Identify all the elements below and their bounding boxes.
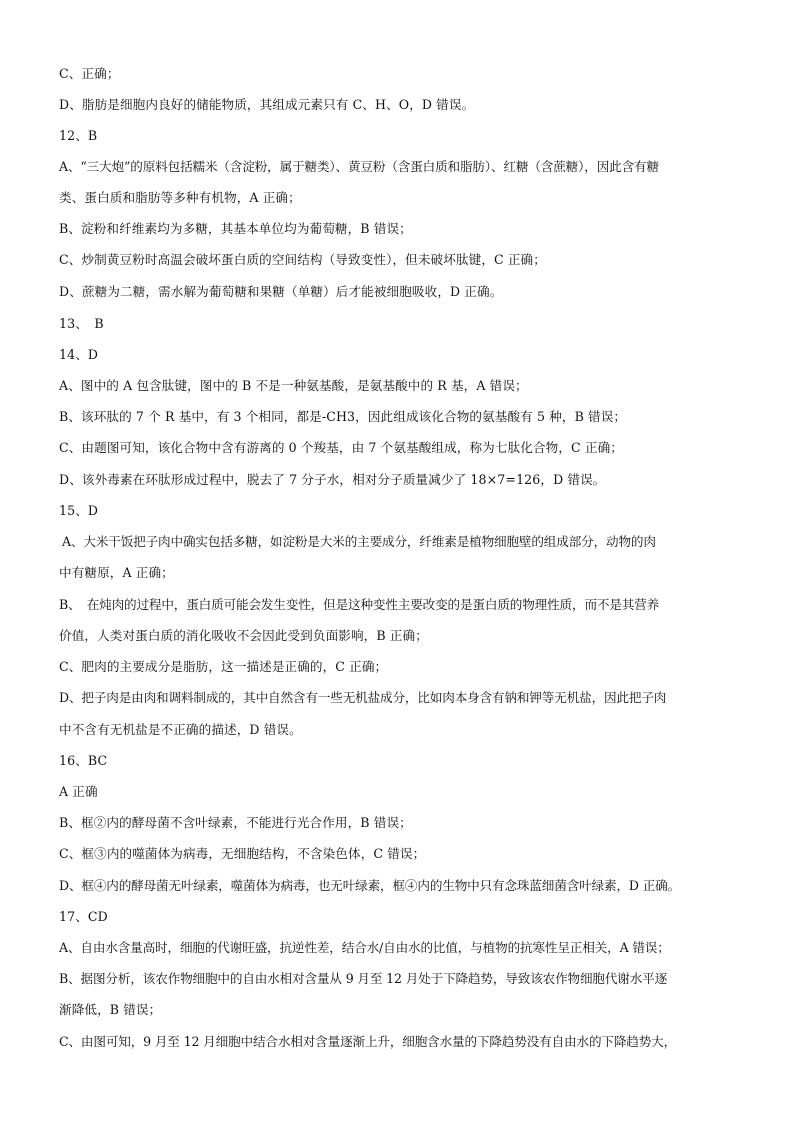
- text-line: A、“三大炮”的原料包括糯米（含淀粉，属于糖类）、黄豆粉（含蛋白质和脂肪）、红糖（含蔗糖），因此含有糖: [59, 159, 659, 174]
- text-line: B、 在炖肉的过程中，蛋白质可能会发生变性，但是这种变性主要改变的是蛋白质的物理性质，而不是其营养: [59, 597, 660, 612]
- text-line: A、图中的 A 包含肽键，图中的 B 不是一种氨基酸，是氨基酸中的 R 基，A 错误；: [59, 378, 528, 393]
- text-line: B、该环肽的 7 个 R 基中，有 3 个相同，都是-CH3，因此组成该化合物的氨基酸有 5 种，B 错误；: [59, 409, 627, 424]
- text-line: 17、CD: [59, 909, 108, 924]
- text-line: 13、 B: [59, 316, 104, 331]
- text-line: 14、D: [59, 347, 99, 362]
- text-line: 16、BC: [59, 753, 108, 768]
- text-line: D、该外毒素在环肽形成过程中，脱去了 7 分子水，相对分子质量减少了 18×7=126，D 错误。: [59, 472, 606, 487]
- text-line: B、淀粉和纤维素均为多糖，其基本单位均为葡萄糖，B 错误；: [59, 221, 412, 236]
- text-line: 12、B: [59, 128, 98, 143]
- text-line: D、框④内的酵母菌无叶绿素，噬菌体为病毒，也无叶绿素，框④内的生物中只有念珠蓝细菌含叶绿素，D 正确。: [59, 878, 681, 893]
- text-line: C、正确；: [59, 66, 120, 81]
- text-line: 中不含有无机盐是不正确的描述，D 错误。: [59, 722, 302, 737]
- text-line: B、据图分析，该农作物细胞中的自由水相对含量从 9 月至 12 月处于下降趋势，导致该农作物细胞代谢水平逐: [59, 971, 668, 986]
- text-line: A 正确: [59, 784, 98, 799]
- text-line: C、由题图可知，该化合物中含有游离的 0 个羧基，由 7 个氨基酸组成，称为七肽化合物，C 正确；: [59, 440, 623, 455]
- text-line: A、大米干饭把子肉中确实包括多糖，如淀粉是大米的主要成分，纤维素是植物细胞壁的组成部分，动物的肉: [62, 534, 656, 549]
- text-line: 中有糖原，A 正确；: [59, 565, 174, 580]
- text-line: 价值，人类对蛋白质的消化吸收不会因此受到负面影响，B 正确；: [59, 628, 428, 643]
- text-line: 15、D: [59, 503, 99, 518]
- text-line: D、把子肉是由肉和调料制成的，其中自然含有一些无机盐成分，比如肉本身含有钠和钾等无机盐，因此把子肉: [59, 690, 667, 705]
- text-line: C、炒制黄豆粉时高温会破坏蛋白质的空间结构（导致变性），但未破坏肽键，C 正确；: [59, 252, 546, 267]
- text-line: C、框③内的噬菌体为病毒，无细胞结构，不含染色体，C 错误；: [59, 846, 426, 861]
- text-line: 类、蛋白质和脂肪等多种有机物，A 正确；: [59, 190, 301, 205]
- text-line: C、肥肉的主要成分是脂肪，这一描述是正确的，C 正确；: [59, 659, 388, 674]
- text-line: D、蔗糖为二糖，需水解为葡萄糖和果糖（单糖）后才能被细胞吸收，D 正确。: [59, 284, 503, 299]
- text-line: A、自由水含量高时，细胞的代谢旺盛，抗逆性差，结合水/自由水的比值，与植物的抗寒性呈正相关，A 错误；: [59, 940, 670, 955]
- text-line: C、由图可知，9 月至 12 月细胞中结合水相对含量逐渐上升，细胞含水量的下降趋势没有自由水的下降趋势大，: [59, 1034, 677, 1049]
- text-line: D、脂肪是细胞内良好的储能物质，其组成元素只有 C、H、O，D 错误。: [59, 97, 475, 112]
- text-line: B、框②内的酵母菌不含叶绿素，不能进行光合作用，B 错误；: [59, 815, 412, 830]
- text-line: 渐降低，B 错误；: [59, 1002, 162, 1017]
